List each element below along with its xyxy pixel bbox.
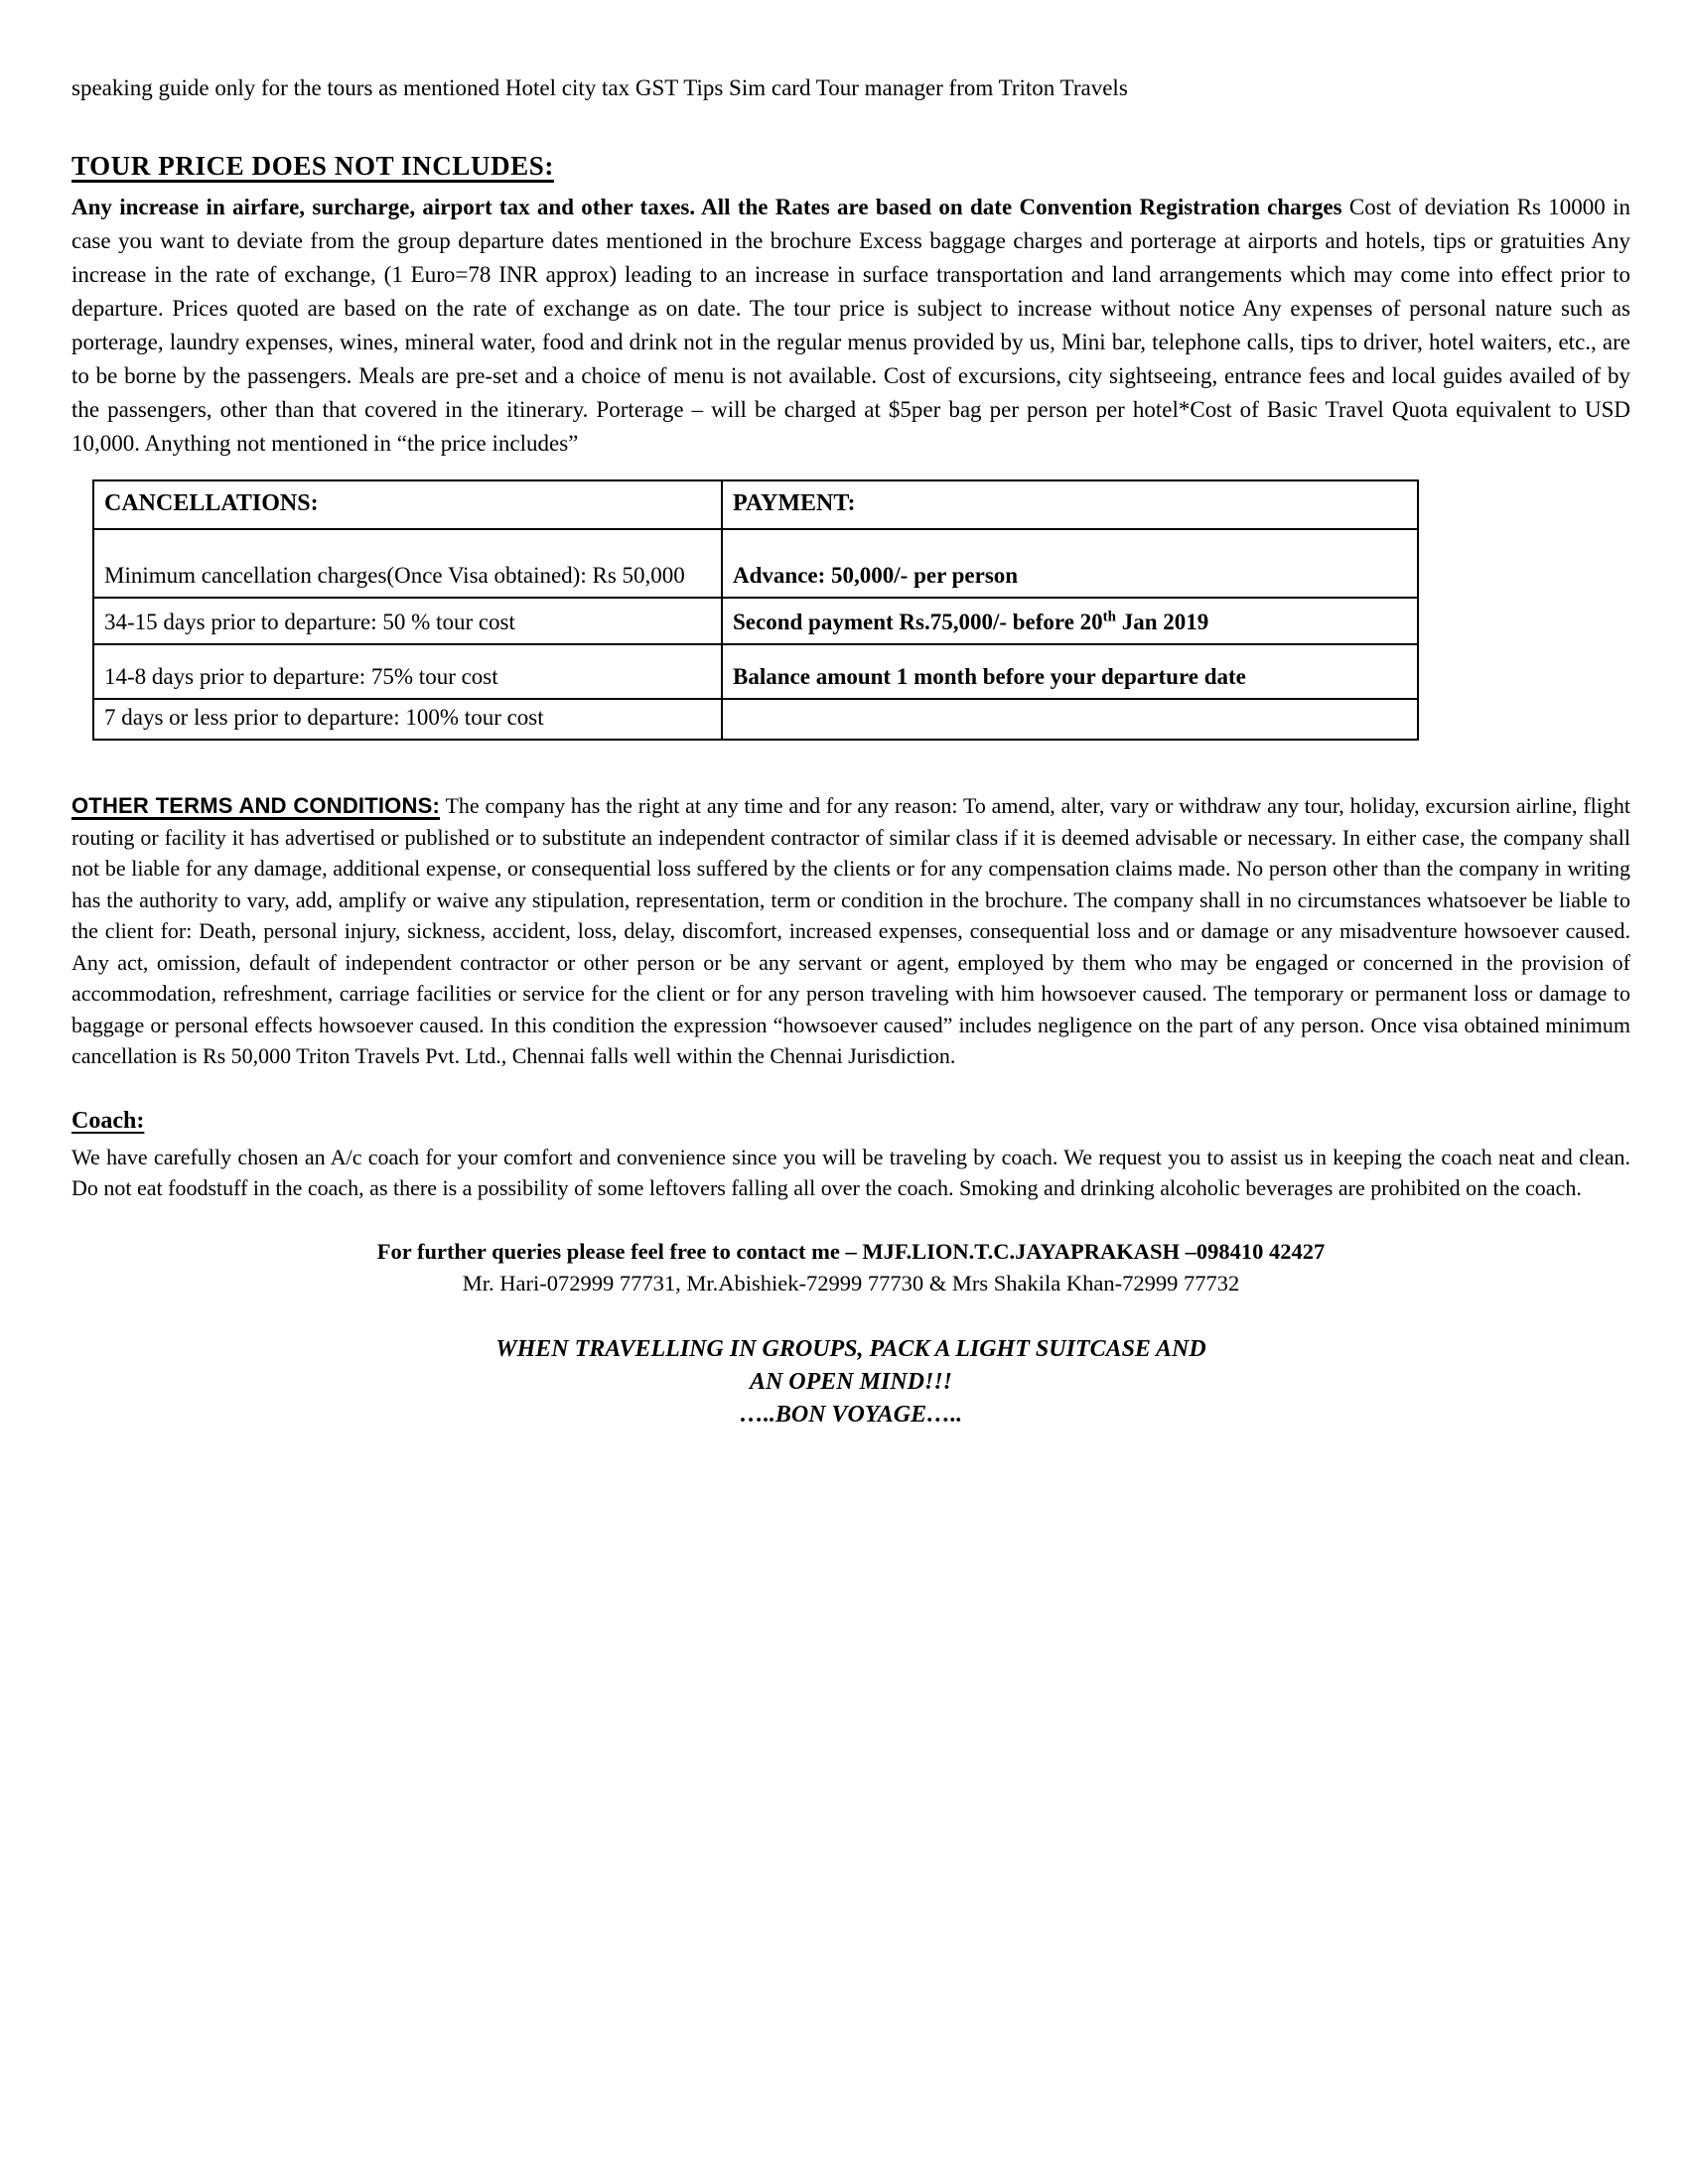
contact-primary-line: For further queries please feel free to contact me – MJF.LION.T.C.JAYAPRAKASH –098410 42427 xyxy=(376,1238,1326,1264)
cancellations-payment-table xyxy=(92,479,1419,741)
ordinal-superscript: th xyxy=(1102,609,1117,625)
advance-payment-cell: Advance: 50,000/- per person xyxy=(722,529,1418,598)
other-terms-heading: OTHER TERMS AND CONDITIONS: xyxy=(71,793,440,818)
closing-line-bon-voyage: …..BON VOYAGE….. xyxy=(739,1401,963,1428)
coach-heading: Coach: xyxy=(71,1107,145,1134)
cancellation-14-8-days-cell: 14-8 days prior to departure: 75% tour cost xyxy=(93,644,722,699)
payment-header-cell: PAYMENT: xyxy=(722,480,1418,529)
closing-line-open-mind: AN OPEN MIND!!! xyxy=(749,1368,953,1395)
tour-price-bold-lead: Any increase in airfare, surcharge, airport tax and other taxes. All the Rates are based on date Convention Registration charges xyxy=(71,195,1342,219)
balance-payment-cell: Balance amount 1 month before your departure date xyxy=(722,644,1418,699)
tour-price-body-text: Cost of deviation Rs 10000 in case you want to deviate from the group departure dates mentioned in the brochure Excess baggage charges and porterage at airports and hotels, tips or gratuities Any increase in the rate of exchange, (1 Euro=78 INR approx) leading to an increase in surface transportation and land arrangements which may come into effect prior to departure. Prices quoted are based on the rate of exchange as on date. The tour price is subject to increase without notice Any expenses of personal nature such as porterage, laundry expenses, wines, mineral water, food and drink not in the regular menus provided by us, Mini bar, telephone calls, tips to driver, hotel waiters, etc., are to be borne by the passengers. Meals are pre-set and a choice of menu is not available. Cost of excursions, city sightseeing, entrance fees and local guides availed of by the passengers, other than that covered in the itinerary. Porterage – will be charged at $5per bag per person per hotel*Cost of Basic Travel Quota equivalent to USD 10,000. Anything not mentioned in “the price includes” xyxy=(71,195,1630,456)
contact-secondary-line: Mr. Hari-072999 77731, Mr.Abishiek-72999 77730 & Mrs Shakila Khan-72999 77732 xyxy=(462,1270,1240,1296)
empty-payment-cell xyxy=(722,699,1418,740)
second-payment-date-text: Jan 2019 xyxy=(1116,610,1209,634)
contact-block xyxy=(71,1236,1630,1299)
other-terms-body-text: The company has the right at any time and for any reason: To amend, alter, vary or withdraw any tour, holiday, excursion airline, flight routing or facility it has advertised or published or to substitute an independent contractor of similar class if it is deemed advisable or necessary. In either case, the company shall not be liable for any damage, additional expense, or consequential loss suffered by the clients or for any compensation claims made. No person other than the company in writing has the authority to vary, add, amplify or waive any stipulation, representation, term or condition in the brochure. The company shall in no circumstances whatsoever be liable to the client for: Death, personal injury, sickness, accident, loss, delay, discomfort, increased expenses, consequential loss and or damage or any misadventure howsoever caused. Any act, omission, default of independent contractor or other person or be any servant or agent, employed by them who may be engaged or concerned in the provision of accommodation, refreshment, carriage facilities or service for the client or for any person traveling with him howsoever caused. The temporary or permanent loss or damage to baggage or personal effects howsoever caused. In this condition the expression “howsoever caused” includes negligence on the part of any person. Once visa obtained minimum cancellation is Rs 50,000 Triton Travels Pvt. Ltd., Chennai falls well within the Chennai Jurisdiction. xyxy=(71,793,1630,1068)
table-row-minimum-cancellation xyxy=(93,529,1418,598)
tour-price-heading: TOUR PRICE DOES NOT INCLUDES: xyxy=(71,151,554,181)
table-row-7-days xyxy=(93,699,1418,740)
cancellations-header-cell: CANCELLATIONS: xyxy=(93,480,722,529)
cancellation-7-days-cell: 7 days or less prior to departure: 100% tour cost xyxy=(93,699,722,740)
cancellation-34-15-days-cell: 34-15 days prior to departure: 50 % tour cost xyxy=(93,598,722,644)
tour-price-paragraph xyxy=(71,191,1630,461)
table-header-row xyxy=(93,480,1418,529)
minimum-cancellation-cell: Minimum cancellation charges(Once Visa obtained): Rs 50,000 xyxy=(93,529,722,598)
closing-line-suitcase: WHEN TRAVELLING IN GROUPS, PACK A LIGHT SUITCASE AND xyxy=(495,1335,1206,1362)
intro-paragraph: speaking guide only for the tours as mentioned Hotel city tax GST Tips Sim card Tour manager from Triton Travels xyxy=(71,75,1128,100)
coach-paragraph: We have carefully chosen an A/c coach for your comfort and convenience since you will be traveling by coach. We request you to assist us in keeping the coach neat and clean. Do not eat foodstuff in the coach, as there is a possibility of some leftovers falling all over the coach. Smoking and drinking alcoholic beverages are prohibited on the coach. xyxy=(71,1144,1630,1200)
table-row-14-8-days xyxy=(93,644,1418,699)
other-terms-paragraph xyxy=(71,790,1630,1072)
table-row-34-15-days xyxy=(93,598,1418,644)
second-payment-cell xyxy=(722,598,1418,644)
second-payment-text: Second payment Rs.75,000/- before 20 xyxy=(733,610,1103,634)
closing-block xyxy=(71,1333,1630,1432)
